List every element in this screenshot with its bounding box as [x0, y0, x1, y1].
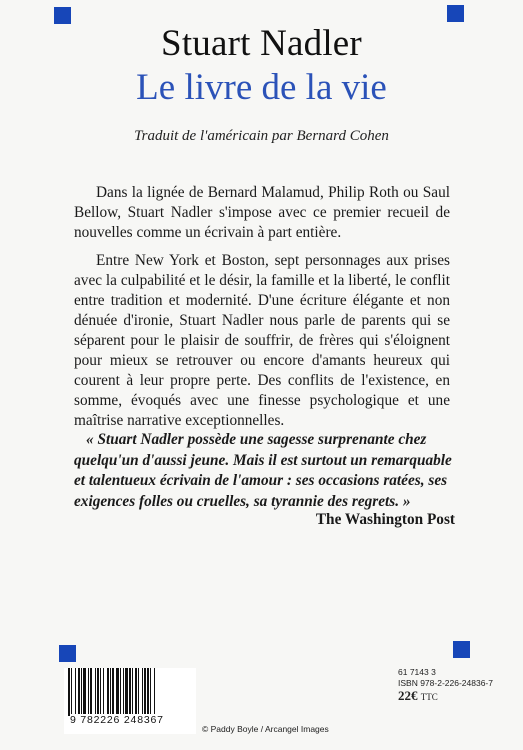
barcode-bar: [95, 668, 96, 716]
barcode-bar: [78, 668, 80, 716]
blurb-paragraph: Entre New York et Boston, sept personnages aux prises avec la culpabilité et le désir, la famille et la liberté, le conflit entre tradition et modernité. D'une écriture élégante et non dénuée d'ironie, Stuart Nadler nous parle de parents qui se séparent pour le plaisir de souffrir, de frères qui s'éloignent pour mieux se retrouver ou encore d'amants heureux qui courent à leur propre perte. Des conflits de l'existence, en somme, évoqués avec une finesse psychologique et une maîtrise narrative exceptionnelles.: [74, 252, 450, 429]
product-codes: [398, 667, 508, 703]
price-suffix: TTC: [420, 692, 438, 702]
barcode-bar: [75, 668, 76, 716]
barcode-bars-icon: [64, 668, 196, 716]
barcode-bar: [147, 668, 149, 716]
blurb-paragraph: Dans la lignée de Bernard Malamud, Philip Roth ou Saul Bellow, Stuart Nadler s'impose avec ce premier recueil de nouvelles comme un écrivain à part entière.: [74, 184, 450, 241]
barcode-bar: [125, 668, 128, 716]
barcode-bar: [129, 668, 131, 716]
barcode-bar: [138, 668, 139, 716]
blurb: [74, 183, 450, 439]
barcode-bar: [83, 668, 86, 716]
barcode-bar: [81, 668, 82, 716]
barcode-bar: [135, 668, 137, 716]
quote-source: The Washington Post: [315, 511, 455, 528]
price-value: 22€: [398, 688, 418, 703]
barcode-bar: [88, 668, 89, 716]
barcode-bar: [132, 668, 133, 716]
barcode-bar: [150, 668, 151, 716]
barcode-bar: [90, 668, 92, 716]
barcode-bar: [71, 668, 72, 716]
barcode-bar: [68, 668, 70, 716]
barcode-bar: [120, 668, 121, 716]
cover-credit: © Paddy Boyle / Arcangel Images: [202, 724, 329, 734]
price: [398, 690, 508, 703]
barcode-bar: [116, 668, 119, 716]
internal-code: 61 7143 3: [398, 667, 436, 677]
barcode-bar: [100, 668, 101, 716]
barcode-bar: [103, 668, 104, 716]
blue-square-decoration: [453, 641, 470, 658]
press-quote: [74, 430, 455, 512]
barcode-bar: [107, 668, 109, 716]
isbn: ISBN 978-2-226-24836-7: [398, 678, 493, 688]
barcode-bar: [123, 668, 124, 716]
book-title: Le livre de la vie: [136, 67, 387, 108]
barcode-digits: 9 782226 248367: [70, 714, 196, 726]
barcode-bar: [142, 668, 143, 716]
blue-square-decoration: [59, 645, 76, 662]
translator-credit: Traduit de l'américain par Bernard Cohen: [134, 128, 389, 144]
author-name: Stuart Nadler: [161, 23, 362, 64]
blue-square-decoration: [447, 5, 464, 22]
barcode-bar: [110, 668, 111, 716]
barcode-bar: [154, 668, 155, 716]
barcode-bar: [112, 668, 114, 716]
barcode-bar: [144, 668, 146, 716]
barcode-bar: [97, 668, 99, 716]
quote-text: « Stuart Nadler possède une sagesse surprenante chez quelqu'un d'aussi jeune. Mais il est surtout un remarquable et talentueux écrivain de l'amour : ses occasions ratées, ses exigences folles ou cruelles, sa tyrannie des regrets. »: [74, 431, 452, 510]
